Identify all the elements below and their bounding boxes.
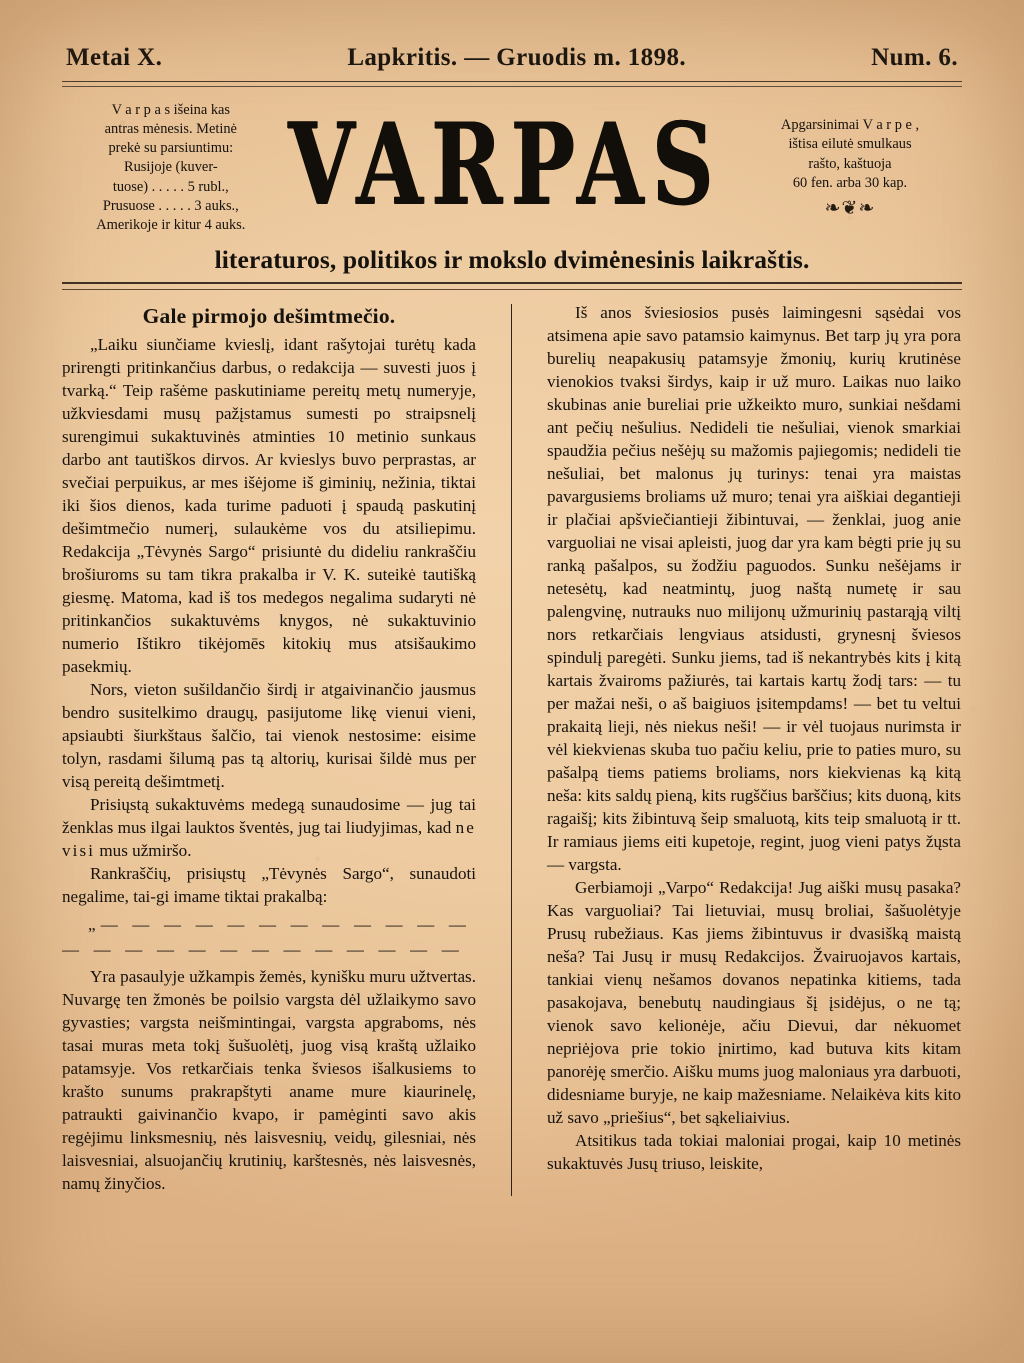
advertising-info [738,116,962,193]
dateline-label: Lapkritis. — Gruodis m. 1898. [347,44,687,71]
issue-number-label: Num. 6. [871,44,958,71]
masthead-wordmark: VARPAS [287,98,722,231]
paragraph: Atsitikus tada tokiai maloniai progai, kaip 10 metinės sukaktuvės Jusų triuso, leiskite, [547,1130,961,1173]
paragraph [62,794,476,863]
column-left [62,302,476,1196]
volume-label: Metai X. [66,44,163,71]
article-columns [62,302,962,1196]
subscription-line-4: Rusijoje (kuver- [123,159,218,176]
dash-separator-line: — — — — — — — — — — — — — [62,941,464,960]
paragraph: „Laiku siunčiame kvieslį, idant rašytojai turėtų kada prirengti pritinkančius darbus, o redakcija — suvesti juos į tvarką.“ Teip rašėme paskutiniame pereitų metų numeryje, užkviesdami musų pažįstamus sumesti po straipsnelį surengimui sukaktuvinės atminties 10 metinio sunkaus darbo ant tautiškos dirvos. Ar kvieslys buvo perprastas, ar svečiai perpuikus, ar mes išėjome iš giminių, nežinia, tiktai iki šios dienos, kada turime paduoti į spaudą paskutinį dešimtmečio numerį, sulaukėme vos du atsiliepimu. Redakcija „Tėvynės Sargo“ prisiuntė du dideliu rankraščiu brošiuroms su tam tikra prakalba ir V. K. suteikė tautišką giesmę. Matoma, kad iš tos medegos negalima sudaryti nė pritinkančios sukaktuvėms knygos, nė sukaktuvinio numerio Ištikro tikėjomēs kitokių mus atsišaukimo pasekmių. [62,335,476,676]
column-divider-rule [511,304,512,1196]
paragraph-part: Prisiųstą sukaktuvėms medegą sunaudosime — jug tai ženklas mus ilgai lauktos šventės, jug tai liudyjimas, kad [62,794,476,837]
subscription-line-1: V a r p a s išeina kas [111,102,231,118]
paragraph: Iš anos šviesiosios pusės laimingesni sąsėdai vos atsimena apie savo patamsio kaimynus. Bet tarp jų yra pora burelių neapakusių patamsyje žmonių, kurių krutinėse vienokios tvaksi širdys, kaip ir už muro. Laikas nuo laiko skubinas anie bureliai prie užkeikto muro, sunkiai nešdami ant pečių nešulius. Nedideli tie nešuliai, vienok smarkiai spaudžia pečius nešėjų su mažomis pajiegomis; nedideli tie nešuliai, bet malonus jų turinys: tenai yra maistas pavargusiems broliams už muro; tenai yra aiškiai degantieji ir plačiai apšviečiantieji žibintuvai, — ženklai, juog anie varguoliai ne visai apleisti, juog dar yra kam bėgti prie jų su ranką pašalpos, su žodžiu paguodos. Sunku nešėjams ir netesėtų, kad neatmintų, juog naštą numetę ir sau palengvinę, nutrauks nuo milijonų užmurinių pastarąją viltį nors retkarčiais lengviaus atsidusti, grynesnį šviesos spindulį paregėti. Sunku jiems, tad iš nekantrybės kits į kitą kartais žvairoms pažiurės, tai kartais kartų žodį tars: — tu per mažai neši, o aš baigiuos įsitempdams! — bet tu veltui prakaitą lieji, nės niekus neši! — ir vėl tuojaus nurimsta ir vėl kiekvienas skuba tuo pačiu keliu, prie to paties muro, su pašalpą tiems patiems broliams, nors kiekvienas ką kitą neša: kits saldų pieną, kits rugščius barščius; kits duoną, kits ragaišį; kits žibintuvą šeip smaluotą, kits teip smaluotą ir tt. Ir ramiaus jiems eiti kupetoje, regint, juog vieni patys žųsta — vargsta. [547,303,961,874]
paragraph: Gerbiamoji „Varpo“ Redakcija! Jug aiški musų pasaka? Kas varguoliai? Tai lietuviai, musų broliai, šašuolėtyje Prusų rubežiaus. Kas jiems žibintuvus ir dvasišką maistą neša? Tai Jusų ir musų Redakcijos. Žvairuojavos kartais, tankiai vienų nešamos dovanos nepatinka kitiems, tada pasakojava, benebutų naudingiaus šį įsidėjus, o ne tą; vienok savo kelionėje, ačiu Dievui, dar nėkuomet nepriėjova prie tokio įnirtimo, kad butuva kits kitam panorėję smerčio. Aišku mums juog maloniaus yra darbuoti, didesniame buryje, ne kaip mažesniame. Nelaikėva kits kito už savo „priešius“, bet sąkeliaivius. [547,877,961,1127]
issue-header [62,44,962,72]
dash-separator-line: „— — — — — — — — — — — — [88,915,472,934]
subscription-line-2: antras mėnesis. Metinė [104,121,237,138]
header-rule [62,81,962,87]
subtitle-rule [62,282,962,290]
emphasis-spaced-text: ne visi [62,817,476,860]
advertising-line-4: 60 fen. arba 30 kap. [792,174,908,191]
advertising-line-1: Apgarsinimai V a r p e , [780,117,920,134]
flourish-ornament-icon: ❧❦❧ [824,197,876,219]
page-sheet [62,44,962,1196]
advertising-info-block [738,116,962,220]
subscription-info [62,101,272,235]
paragraph-part: mus užmiršo. [95,840,192,860]
paragraph: Nors, vieton sušildančio širdį ir atgaivinančio jausmus bendro susitelkimo draugų, pasijutome likę vienui vieni, apsiaubti šiurkštaus šalčio, tai vienok nestosime: eisime tolyn, rasdami šilumą pas tą altorių, kurisai šildė mus per visą pereitą dešimtmetį. [62,679,476,791]
paragraph: Rankraščių, prisiųstų „Tėvynės Sargo“, sunaudoti negalime, tai-gi imame tiktai prakalbą: [62,863,476,906]
subscription-line-5: tuose) . . . . . 5 rubl., [112,178,229,195]
advertising-line-3: rašto, kaštuoja [808,155,892,172]
paragraph: Yra pasaulyje užkampis žemės, kynišku muru užtvertas. Nuvargę ten žmonės be poilsio vargsta dėl užlaikymo savo gyvasties; vargsta neišmintingai, vargsta apgraboms, nės tasai muras meta tokį šušuolėtį, juog visą kraštą užlaiko patamsyje. Vos retkarčiais tenka šviesos išalkusiems to krašto sunums prakrapštyti aname mure kiaurinelę, patraukti gaivinančio kvapo, ir pamėginti savo akis regėjimu linksmesnių, nės laisvesnių, veidų, gilesniai, nės laisvesniai, alsuojančių krutinių, karštesnės, nės laisvesnės, namų žinyčios. [62,966,476,1193]
column-right [547,302,961,1196]
subscription-line-6: Prusuose . . . . . 3 auks., [102,197,239,214]
subscription-line-3: prekė su parsiuntimu: [108,140,234,157]
publication-subtitle: literaturos, politikos ir mokslo dvimėnesinis laikraštis. [214,245,810,275]
article-headline: Gale pirmojo dešimtmečio. [142,304,396,329]
masthead [62,98,962,235]
subscription-line-7: Amerikoje ir kitur 4 auks. [96,216,246,233]
advertising-line-2: ištisa eilutė smulkaus [788,136,912,153]
